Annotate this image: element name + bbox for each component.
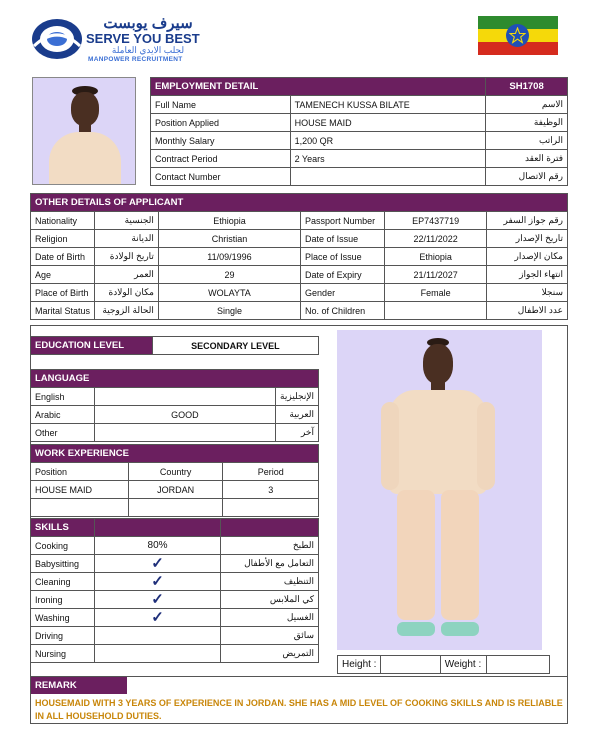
table-row xyxy=(31,499,319,517)
table-row: Nationality الجنسية Ethiopia Passport Number EP7437719 رقم جواز السفر xyxy=(31,212,568,230)
check-icon: ✓ xyxy=(151,591,164,608)
table-row: Contact Number رقم الاتصال xyxy=(151,168,568,186)
other-details-table xyxy=(30,193,568,320)
check-icon: ✓ xyxy=(151,609,164,626)
section-divider xyxy=(567,325,568,677)
employment-detail-title: EMPLOYMENT DETAIL xyxy=(151,78,486,96)
table-row: Date of Birth تاريخ الولادة 11/09/1996 Place of Issue Ethiopia مكان الإصدار xyxy=(31,248,568,266)
table-row: Nursing التمريض xyxy=(31,645,319,663)
table-row: Washing ✓ الغسيل xyxy=(31,609,319,627)
table-row: Age العمر 29 Date of Expiry 21/11/2027 انتهاء الجواز xyxy=(31,266,568,284)
education-value: SECONDARY LEVEL xyxy=(152,337,318,355)
weight-label: Weight : xyxy=(440,656,486,674)
table-row: Cleaning ✓ التنظيف xyxy=(31,573,319,591)
logo-arabic-sub: لجلب الايدي العاملة xyxy=(111,45,185,55)
height-value xyxy=(381,656,440,674)
reference-code: SH1708 xyxy=(486,78,568,96)
skills-table xyxy=(30,518,319,663)
check-icon: ✓ xyxy=(151,555,164,572)
remark-box xyxy=(30,676,568,724)
table-row: HOUSE MAID JORDAN 3 xyxy=(31,481,319,499)
applicant-portrait-photo xyxy=(32,77,136,185)
table-row: Contract Period 2 Years فترة العقد xyxy=(151,150,568,168)
other-details-title: OTHER DETAILS OF APPLICANT xyxy=(31,194,568,212)
applicant-full-body-photo xyxy=(337,330,542,650)
table-row: Religion الديانة Christian Date of Issue 22/11/2022 تاريخ الإصدار xyxy=(31,230,568,248)
remark-title: REMARK xyxy=(31,677,127,694)
ethiopia-flag-icon xyxy=(478,16,558,55)
language-title: LANGUAGE xyxy=(31,370,319,388)
table-row: Driving سائق xyxy=(31,627,319,645)
table-row: English الإنجليزية xyxy=(31,388,319,406)
table-row: Babysitting ✓ التعامل مع الأطفال xyxy=(31,555,319,573)
check-icon: ✓ xyxy=(151,573,164,590)
logo-name: SERVE YOU BEST xyxy=(86,31,200,46)
table-row: Arabic GOOD العربية xyxy=(31,406,319,424)
logo-arabic-name: سيرف يوبست xyxy=(103,15,193,32)
logo-emblem-icon xyxy=(30,16,84,62)
table-row: Position Applied HOUSE MAID الوظيفة xyxy=(151,114,568,132)
table-row: Place of Birth مكان الولادة WOLAYTA Gender Female سنجلا xyxy=(31,284,568,302)
table-row: Ironing ✓ كي الملابس xyxy=(31,591,319,609)
table-row: Monthly Salary 1,200 QR الراتب xyxy=(151,132,568,150)
work-experience-title: WORK EXPERIENCE xyxy=(31,445,319,463)
measurements-table xyxy=(337,655,550,674)
table-row: Marital Status الحالة الزوجية Single No. of Children عدد الاطفال xyxy=(31,302,568,320)
skills-title: SKILLS xyxy=(31,519,95,537)
table-row: Other آخر xyxy=(31,424,319,442)
employment-detail-table xyxy=(150,77,568,186)
height-label: Height : xyxy=(338,656,381,674)
table-header-row: Position Country Period xyxy=(31,463,319,481)
table-row: Cooking 80% الطبخ xyxy=(31,537,319,555)
company-logo xyxy=(30,14,220,64)
weight-value xyxy=(486,656,549,674)
logo-sub: MANPOWER RECRUITMENT xyxy=(88,56,183,63)
section-divider xyxy=(30,325,568,326)
education-label: EDUCATION LEVEL xyxy=(31,337,153,355)
remark-text: HOUSEMAID WITH 3 YEARS OF EXPERIENCE IN JORDAN. SHE HAS A MID LEVEL OF COOKING SKILLS AND IS RELIABLE IN ALL HOUSEHOLD DUTIES. xyxy=(35,698,563,721)
education-table xyxy=(30,336,319,355)
work-experience-table xyxy=(30,444,319,517)
table-row: Full Name TAMENECH KUSSA BILATE الاسم xyxy=(151,96,568,114)
language-table xyxy=(30,369,319,442)
